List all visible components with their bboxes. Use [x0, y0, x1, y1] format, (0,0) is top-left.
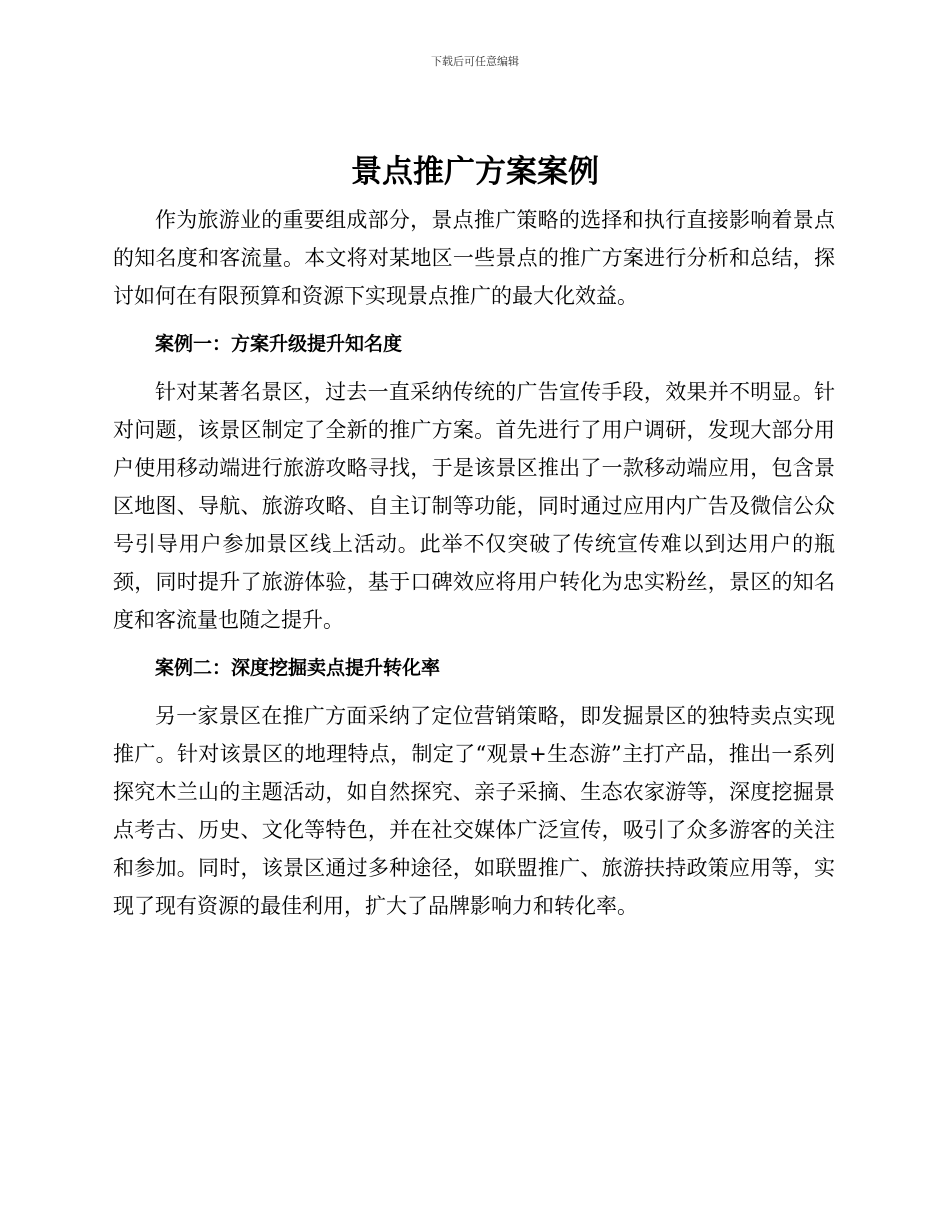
- case-one-paragraph: 针对某著名景区，过去一直采纳传统的广告宣传手段，效果并不明显。针对问题，该景区制定了全新的推广方案。首先进行了用户调研，发现大部分用户使用移动端进行旅游攻略寻找，于是该景区推出了一款移动端应用，包含景区地图、导航、旅游攻略、自主订制等功能，同时通过应用内广告及微信公众号引导用户参加景区线上活动。此举不仅突破了传统宣传难以到达用户的瓶颈，同时提升了旅游体验，基于口碑效应将用户转化为忠实粉丝，景区的知名度和客流量也随之提升。: [113, 380, 835, 632]
- document-title: 景点推广方案案例: [351, 154, 599, 190]
- case-two-heading: 案例二：深度挖掘卖点提升转化率: [155, 657, 441, 679]
- case-one-heading: 案例一：方案升级提升知名度: [155, 333, 403, 355]
- intro-paragraph: 作为旅游业的重要组成部分，景点推广策略的选择和执行直接影响着景点的知名度和客流量。本文将对某地区一些景点的推广方案进行分析和总结，探讨如何在有限预算和资源下实现景点推广的最大化效益。: [113, 208, 835, 308]
- document-body: [113, 201, 835, 925]
- page-header-note: 下载后可任意编辑: [431, 55, 519, 68]
- case-two-paragraph: 另一家景区在推广方面采纳了定位营销策略，即发掘景区的独特卖点实现推广。针对该景区的地理特点，制定了“观景+生态游”主打产品，推出一系列探究木兰山的主题活动，如自然探究、亲子采摘、生态农家游等，深度挖掘景点考古、历史、文化等特色，并在社交媒体广泛宣传，吸引了众多游客的关注和参加。同时，该景区通过多种途径，如联盟推广、旅游扶持政策应用等，实现了现有资源的最佳利用，扩大了品牌影响力和转化率。: [113, 704, 835, 918]
